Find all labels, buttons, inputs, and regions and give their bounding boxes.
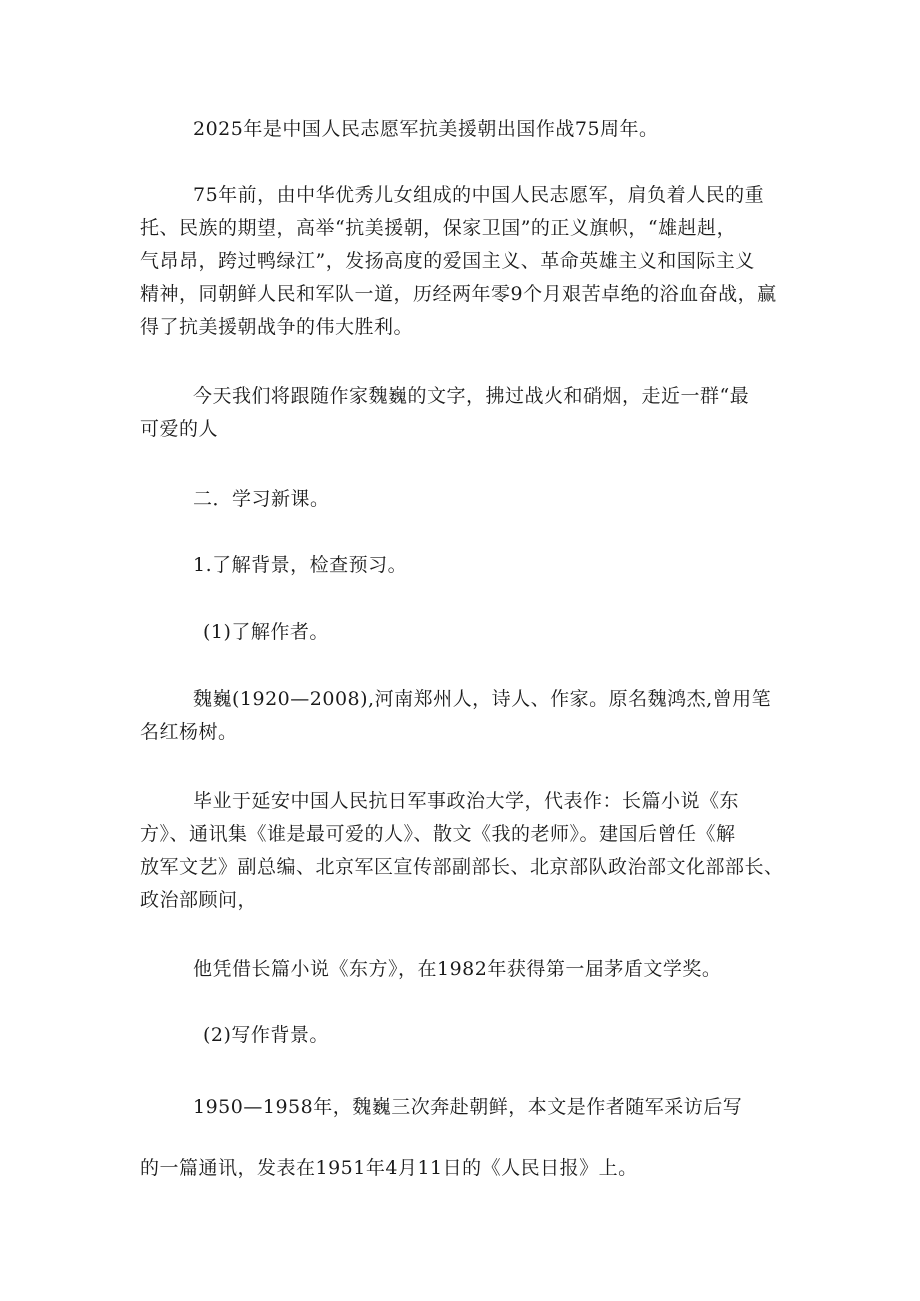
history-paragraph-line: 托、民族的期望，高举“抗美援朝，保家卫国”的正义旗帜，“雄赳赳， <box>140 217 737 239</box>
career-paragraph-line: 毕业于延安中国人民抗日军事政治大学，代表作：长篇小说《东 <box>193 790 740 812</box>
career-paragraph-line: 放军文艺》副总编、北京军区宣传部副部长、北京部队政治部文化部部长、 <box>140 856 784 878</box>
item-heading-author: (1)了解作者。 <box>203 621 329 643</box>
career-paragraph-line: 政治部顾问， <box>140 889 258 911</box>
lead-in-paragraph-line: 今天我们将跟随作家魏巍的文字，拂过战火和硝烟，走近一群“最 <box>193 385 750 407</box>
history-paragraph-line: 75年前，由中华优秀儿女组成的中国人民志愿军，肩负着人民的重 <box>193 184 765 206</box>
career-paragraph-line: 方》、通讯集《谁是最可爱的人》、散文《我的老师》。建国后曾任《解 <box>140 823 736 845</box>
history-paragraph-line: 气昂昂，跨过鸭绿江”，发扬高度的爱国主义、革命英雄主义和国际主义 <box>140 250 755 272</box>
section-heading: 二．学习新课。 <box>193 488 330 510</box>
award-paragraph-line: 他凭借长篇小说《东方》，在1982年获得第一届茅盾文学奖。 <box>193 958 722 980</box>
history-paragraph-line: 得了抗美援朝战争的伟大胜利。 <box>140 316 414 338</box>
subsection-heading: 1.了解背景，检查预习。 <box>193 554 408 576</box>
author-paragraph-line: 名红杨树。 <box>140 721 238 743</box>
history-paragraph-line: 精神，同朝鲜人民和军队一道，历经两年零9个月艰苦卓绝的浴血奋战，赢 <box>140 283 777 305</box>
item-heading-background: (2)写作背景。 <box>203 1024 329 1046</box>
background-paragraph-line: 的一篇通讯，发表在1951年4月11日的《人民日报》上。 <box>140 1157 638 1179</box>
background-paragraph-line: 1950—1958年，魏巍三次奔赴朝鲜，本文是作者随军采访后写 <box>193 1096 743 1118</box>
author-paragraph-line: 魏巍(1920—2008),河南郑州人，诗人、作家。原名魏鸿杰,曾用笔 <box>193 688 772 710</box>
lead-in-paragraph-line: 可爱的人 <box>140 418 219 440</box>
intro-paragraph-line: 2025年是中国人民志愿军抗美援朝出国作战75周年。 <box>193 118 659 140</box>
